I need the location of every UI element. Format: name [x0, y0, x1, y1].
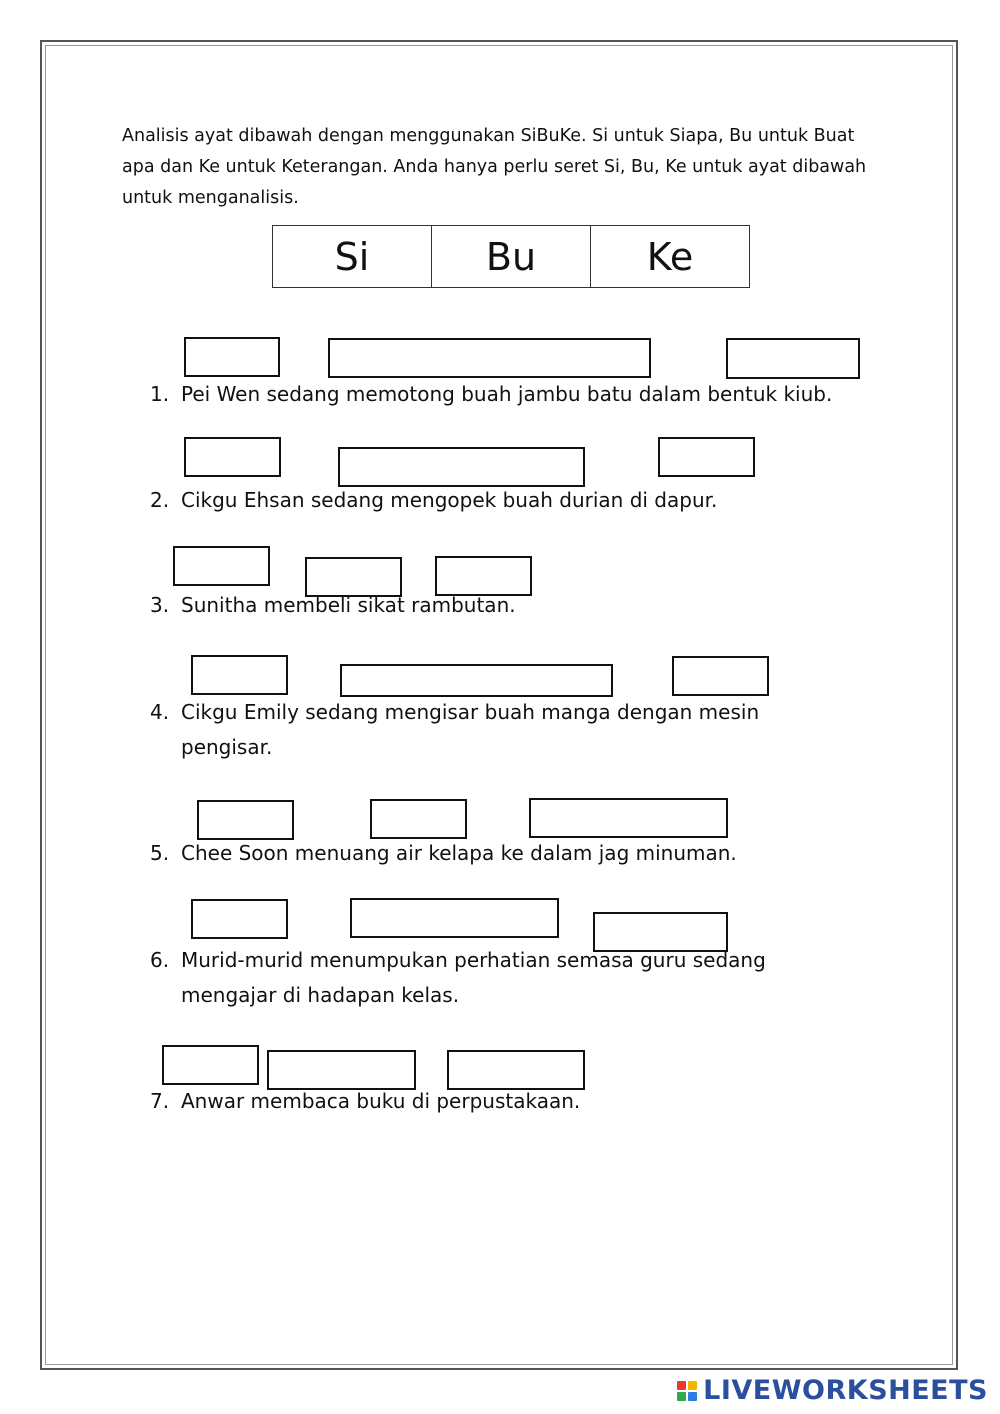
drop-box-q2-1[interactable] — [184, 437, 281, 477]
drop-box-q1-1[interactable] — [184, 337, 280, 377]
question-text: Cikgu Ehsan sedang mengopek buah durian di dapur. — [181, 488, 718, 512]
drop-box-q5-1[interactable] — [197, 800, 294, 840]
question-number: 6. — [150, 948, 170, 972]
drop-box-q1-3[interactable] — [726, 338, 860, 379]
drop-box-q6-2[interactable] — [350, 898, 559, 938]
drop-box-q2-3[interactable] — [658, 437, 755, 477]
drop-box-q4-3[interactable] — [672, 656, 769, 696]
question-text: Chee Soon menuang air kelapa ke dalam jag minuman. — [181, 841, 737, 865]
logo-square-blue — [688, 1392, 697, 1401]
drop-box-q3-1[interactable] — [173, 546, 270, 586]
drop-box-q6-3[interactable] — [593, 912, 728, 952]
label-bank — [272, 225, 750, 288]
liveworksheets-logo-icon — [677, 1381, 697, 1401]
question-1 — [150, 377, 871, 412]
liveworksheets-logo-text: LIVEWORKSHEETS — [703, 1375, 988, 1406]
drop-box-q6-1[interactable] — [191, 899, 288, 939]
question-2 — [150, 483, 871, 518]
question-5 — [150, 836, 871, 871]
question-number: 3. — [150, 593, 170, 617]
question-number: 2. — [150, 488, 170, 512]
question-text: Murid-murid menumpukan perhatian semasa guru sedang mengajar di hadapan kelas. — [181, 948, 766, 1007]
drop-box-q1-2[interactable] — [328, 338, 651, 378]
question-6 — [150, 943, 831, 1013]
logo-square-yellow — [688, 1381, 697, 1390]
question-7 — [150, 1084, 871, 1119]
drag-label-bu[interactable]: Bu — [432, 226, 591, 287]
question-number: 5. — [150, 841, 170, 865]
logo-square-red — [677, 1381, 686, 1390]
drop-box-q4-1[interactable] — [191, 655, 288, 695]
question-text: Sunitha membeli sikat rambutan. — [181, 593, 516, 617]
liveworksheets-logo — [677, 1375, 988, 1406]
question-3 — [150, 588, 871, 623]
question-number: 4. — [150, 700, 170, 724]
question-text: Pei Wen sedang memotong buah jambu batu dalam bentuk kiub. — [181, 382, 833, 406]
question-number: 7. — [150, 1089, 170, 1113]
question-number: 1. — [150, 382, 170, 406]
drop-box-q2-2[interactable] — [338, 447, 585, 487]
drop-box-q5-3[interactable] — [529, 798, 728, 838]
drag-label-si[interactable]: Si — [273, 226, 432, 287]
question-4 — [150, 695, 791, 765]
question-text: Anwar membaca buku di perpustakaan. — [181, 1089, 581, 1113]
instructions-text: Analisis ayat dibawah dengan menggunakan SiBuKe. Si untuk Siapa, Bu untuk Buat apa dan Ke untuk Keterangan. Anda hanya perlu seret Si, Bu, Ke untuk ayat dibawah untuk menganalisis. — [122, 126, 867, 208]
drop-box-q5-2[interactable] — [370, 799, 467, 839]
drag-label-ke[interactable]: Ke — [646, 234, 694, 279]
drop-box-q4-2[interactable] — [340, 664, 613, 697]
logo-square-green — [677, 1392, 686, 1401]
question-text: Cikgu Emily sedang mengisar buah manga dengan mesin pengisar. — [181, 700, 760, 759]
drop-box-q7-1[interactable] — [162, 1045, 259, 1085]
